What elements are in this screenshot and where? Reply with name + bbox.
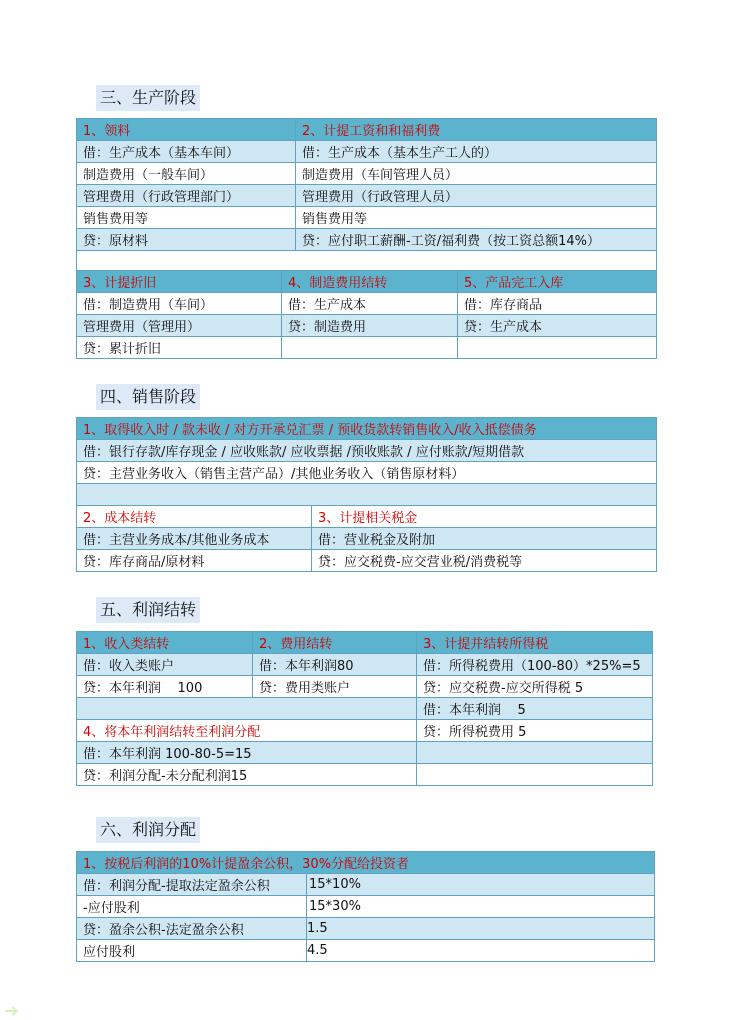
cell: 借：收入类账户 [77, 654, 253, 676]
cell: 4.5 [307, 940, 655, 962]
empty-cell [458, 337, 657, 359]
cell: 贷：利润分配-未分配利润15 [77, 764, 417, 786]
cell: 贷：所得税费用 5 [417, 720, 653, 742]
cell: 借：利润分配-提取法定盈余公积 [77, 874, 307, 896]
empty-cell [417, 742, 653, 764]
cell: 贷：库存商品/原材料 [77, 550, 312, 572]
cell: 借：主营业务成本/其他业务成本 [77, 528, 312, 550]
cell: 贷：主营业务收入（销售主营产品）/其他业务收入（销售原材料） [77, 462, 657, 484]
header-surplus-reserve: 1、按税后利润的10%计提盈余公积，30%分配给投资者 [77, 852, 655, 874]
production-table-1 [76, 118, 657, 273]
cell: -应付股利 [77, 896, 307, 918]
cell: 管理费用（行政管理部门） [77, 185, 296, 207]
header-income-tax: 3、计提并结转所得税 [417, 632, 653, 654]
header-material: 1、领料 [77, 119, 296, 141]
corner-arrow-icon [4, 1006, 22, 1016]
cell: 15*30% [307, 896, 655, 918]
header-depreciation: 3、计提折旧 [77, 271, 282, 293]
cell: 借：所得税费用（100-80）*25%=5 [417, 654, 653, 676]
header-overhead-transfer: 4、制造费用结转 [282, 271, 458, 293]
cell: 借：制造费用（车间） [77, 293, 282, 315]
empty-cell [77, 698, 417, 720]
cell: 贷：制造费用 [282, 315, 458, 337]
cell: 管理费用（管理用） [77, 315, 282, 337]
production-table-2 [76, 270, 657, 359]
cell: 贷：原材料 [77, 229, 296, 251]
cell: 借：生产成本 [282, 293, 458, 315]
header-salary: 2、计提工资和和福利费 [296, 119, 657, 141]
cell: 贷：生产成本 [458, 315, 657, 337]
empty-row [77, 484, 657, 506]
cell: 贷：应交税费-应交营业税/消费税等 [312, 550, 657, 572]
empty-cell [417, 764, 653, 786]
cell: 借：库存商品 [458, 293, 657, 315]
cell: 贷：费用类账户 [253, 676, 417, 698]
profit-transfer-table [76, 631, 653, 786]
header-profit-to-distribution: 4、将本年利润结转至利润分配 [77, 720, 417, 742]
section-title-profit-transfer: 五、利润结转 [96, 597, 200, 623]
cell: 借：生产成本（基本生产工人的） [296, 141, 657, 163]
cell: 借：营业税金及附加 [312, 528, 657, 550]
cell: 贷：应交税费-应交所得税 5 [417, 676, 653, 698]
cell: 1.5 [307, 918, 655, 940]
cell: 管理费用（行政管理人员） [296, 185, 657, 207]
header-expense-transfer: 2、费用结转 [253, 632, 417, 654]
cell: 制造费用（车间管理人员） [296, 163, 657, 185]
header-cost-transfer: 2、成本结转 [77, 506, 312, 528]
cell: 借：本年利润80 [253, 654, 417, 676]
cell: 贷：应付职工薪酬-工资/福利费（按工资总额14%） [296, 229, 657, 251]
section-title-production: 三、生产阶段 [96, 85, 200, 111]
sales-table [76, 417, 657, 572]
cell: 借：本年利润 100-80-5=15 [77, 742, 417, 764]
empty-cell [282, 337, 458, 359]
cell: 销售费用等 [296, 207, 657, 229]
section-title-sales: 四、销售阶段 [96, 384, 200, 410]
header-tax: 3、计提相关税金 [312, 506, 657, 528]
cell: 贷：盈余公积-法定盈余公积 [77, 918, 307, 940]
profit-distribution-table [76, 851, 655, 962]
cell: 制造费用（一般车间） [77, 163, 296, 185]
cell: 借：银行存款/库存现金 / 应收账款/ 应收票据 /预收账款 / 应付账款/短期借款 [77, 440, 657, 462]
cell: 15*10% [307, 874, 655, 896]
header-revenue: 1、取得收入时 / 款未收 / 对方开承兑汇票 / 预收货款转销售收入/收入抵偿债务 [77, 418, 657, 440]
cell: 贷：本年利润 100 [77, 676, 253, 698]
cell: 借：生产成本（基本车间） [77, 141, 296, 163]
cell: 贷：累计折旧 [77, 337, 282, 359]
header-product-finished: 5、产品完工入库 [458, 271, 657, 293]
cell: 应付股利 [77, 940, 307, 962]
header-income-transfer: 1、收入类结转 [77, 632, 253, 654]
section-title-profit-distribution: 六、利润分配 [96, 817, 200, 843]
cell: 借：本年利润 5 [417, 698, 653, 720]
cell: 销售费用等 [77, 207, 296, 229]
